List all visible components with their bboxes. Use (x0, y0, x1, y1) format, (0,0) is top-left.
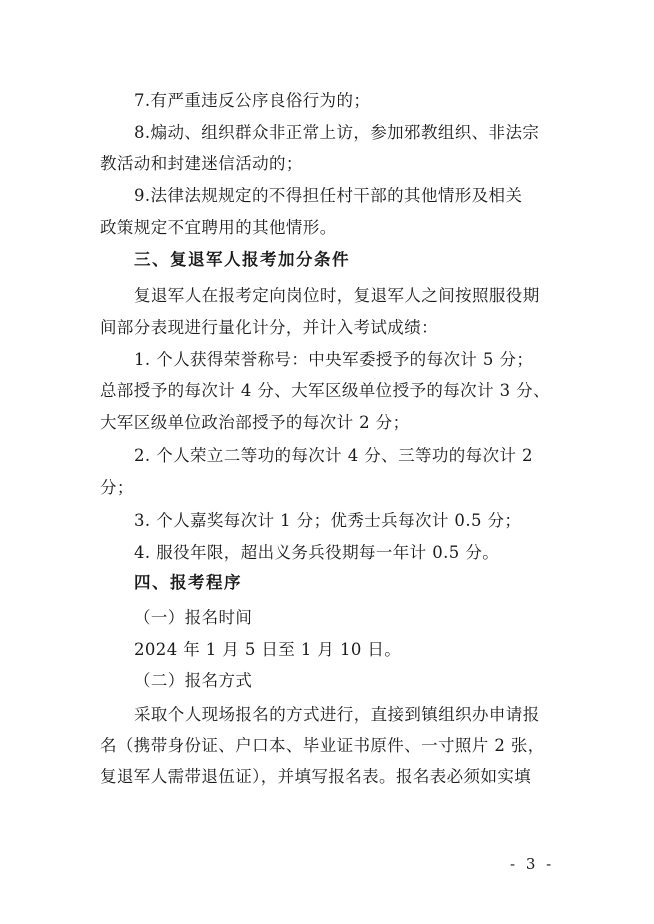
text-line: 7.有严重违反公序良俗行为的； (134, 91, 371, 110)
text-line: 大军区级单位政治部授予的每次计 2 分； (100, 413, 410, 432)
text-line: 总部授予的每次计 4 分、大军区级单位授予的每次计 3 分、 (100, 381, 550, 400)
text-line: 4. 服役年限，超出义务兵役期每一年计 0.5 分。 (134, 543, 500, 562)
text-line: 复退军人需带退伍证），并填写报名表。报名表必须如实填 (100, 767, 532, 786)
text-line: 间部分表现进行量化计分，并计入考试成绩： (100, 318, 438, 337)
text-line: 复退军人在报考定向岗位时，复退军人之间按照服役期 (134, 286, 540, 305)
text-line: 3. 个人嘉奖每次计 1 分；优秀士兵每次计 0.5 分； (134, 511, 522, 530)
text-line: 1. 个人获得荣誉称号：中央军委授予的每次计 5 分； (134, 350, 534, 369)
text-line: 采取个人现场报名的方式进行，直接到镇组织办申请报 (134, 705, 540, 724)
page-number: - 3 - (510, 855, 555, 873)
subsection-heading: （一）报名时间 (134, 608, 253, 627)
subsection-heading: （二）报名方式 (134, 671, 253, 690)
text-line: 政策规定不宜聘用的其他情形。 (100, 218, 337, 237)
text-line: 2024 年 1 月 5 日至 1 月 10 日。 (134, 640, 402, 659)
section-heading: 四、报考程序 (134, 573, 242, 592)
text-line: 9.法律法规规定的不得担任村干部的其他情形及相关 (134, 186, 523, 205)
text-line: 2. 个人荣立二等功的每次计 4 分、三等功的每次计 2 (134, 446, 533, 465)
section-heading: 三、复退军人报考加分条件 (134, 250, 350, 269)
text-line: 名（携带身份证、户口本、毕业证书原件、一寸照片 2 张， (100, 736, 545, 755)
text-line: 分； (100, 478, 134, 497)
text-line: 8.煽动、组织群众非正常上访，参加邪教组织、非法宗 (134, 123, 540, 142)
text-line: 教活动和封建迷信活动的； (100, 154, 303, 173)
